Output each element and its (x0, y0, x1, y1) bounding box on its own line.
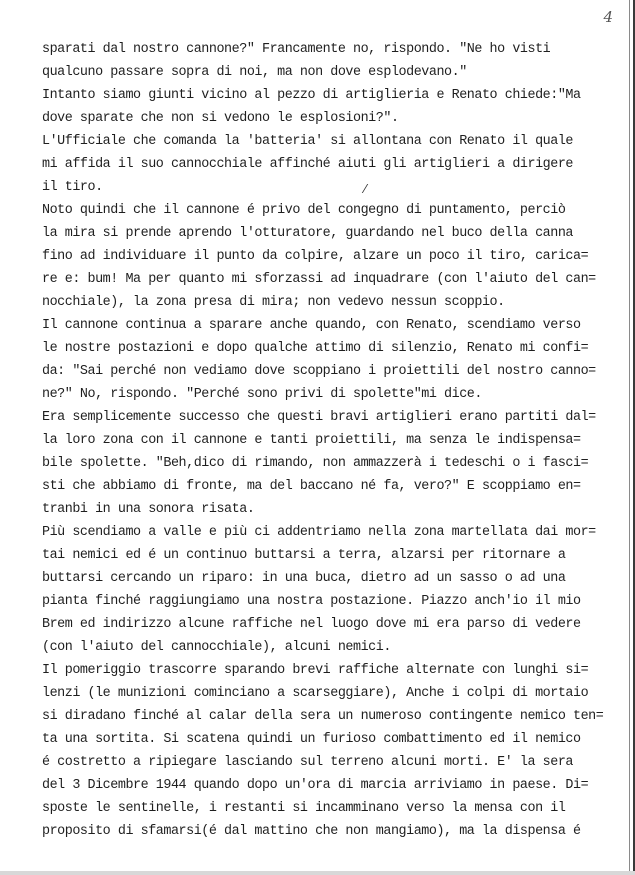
text-line: Noto quindi che il cannone é privo del congegno di puntamento, perciò (42, 203, 566, 218)
text-line: si diradano finché al calar della sera un numeroso contingente nemico ten= (42, 709, 604, 724)
text-line: sparati dal nostro cannone?" Francamente no, rispondo. "Ne ho visti (42, 42, 551, 57)
typewritten-text (42, 38, 602, 843)
text-line: la loro zona con il cannone e tanti proiettili, ma senza le indispensa= (42, 433, 581, 448)
text-line: ta una sortita. Si scatena quindi un furioso combattimento ed il nemico (42, 732, 581, 747)
text-line: Il cannone continua a sparare anche quando, con Renato, scendiamo verso (42, 318, 581, 333)
text-line: da: "Sai perché non vediamo dove scoppiano i proiettili del nostro canno= (42, 364, 596, 379)
text-line: la mira si prende aprendo l'otturatore, guardando nel buco della canna (42, 226, 573, 241)
text-line: tai nemici ed é un continuo buttarsi a terra, alzarsi per ritornare a (42, 548, 566, 563)
text-line: le nostre postazioni e dopo qualche attimo di silenzio, Renato mi confi= (42, 341, 589, 356)
text-line: Intanto siamo giunti vicino al pezzo di artiglieria e Renato chiede:"Ma (42, 88, 581, 103)
text-line: fino ad individuare il punto da colpire, alzare un poco il tiro, carica= (42, 249, 589, 264)
text-line: proposito di sfamarsi(é dal mattino che non mangiamo), ma la dispensa é (42, 824, 581, 839)
text-line: Più scendiamo a valle e più ci addentriamo nella zona martellata dai mor= (42, 525, 596, 540)
text-line: bile spolette. "Beh,dico di rimando, non ammazzerà i tedeschi o i fasci= (42, 456, 589, 471)
text-line: sposte le sentinelle, i restanti si incamminano verso la mensa con il (42, 801, 566, 816)
text-line: il tiro. (42, 180, 103, 195)
text-line: é costretto a ripiegare lasciando sul terreno alcuni morti. E' la sera (42, 755, 573, 770)
text-line: qualcuno passare sopra di noi, ma non dove esplodevano." (42, 65, 467, 80)
text-line: buttarsi cercando un riparo: in una buca, dietro ad un sasso o ad una (42, 571, 566, 586)
text-line: Era semplicemente successo che questi bravi artiglieri erano partiti dal= (42, 410, 596, 425)
text-line: Il pomeriggio trascorre sparando brevi raffiche alternate con lunghi si= (42, 663, 589, 678)
text-line: ne?" No, rispondo. "Perché sono privi di spolette"mi dice. (42, 387, 482, 402)
text-line: L'Ufficiale che comanda la 'batteria' si allontana con Renato il quale (42, 134, 573, 149)
text-line: sti che abbiamo di fronte, ma del baccano né fa, vero?" E scoppiamo en= (42, 479, 581, 494)
text-line: lenzi (le munizioni cominciano a scarseggiare), Anche i colpi di mortaio (42, 686, 589, 701)
text-line: mi affida il suo cannocchiale affinché aiuti gli artiglieri a dirigere (42, 157, 573, 172)
text-line: Brem ed indirizzo alcune raffiche nel luogo dove mi era parso di vedere (42, 617, 581, 632)
text-line: (con l'aiuto del cannocchiale), alcuni nemici. (42, 640, 391, 655)
text-line: pianta finché raggiungiamo una nostra postazione. Piazzo anch'io il mio (42, 594, 581, 609)
page-number: 4 (603, 8, 613, 26)
scan-edge-shadow (629, 0, 630, 875)
scan-bottom-edge (0, 871, 635, 875)
text-line: del 3 Dicembre 1944 quando dopo un'ora di marcia arriviamo in paese. Di= (42, 778, 589, 793)
text-line: re e: bum! Ma per quanto mi sforzassi ad inquadrare (con l'aiuto del can= (42, 272, 596, 287)
text-line: nocchiale), la zona presa di mira; non vedevo nessun scoppio. (42, 295, 505, 310)
text-line: dove sparate che non si vedono le esplosioni?". (42, 111, 399, 126)
pen-tick-mark: ⁄ (364, 182, 367, 196)
text-line: tranbi in una sonora risata. (42, 502, 255, 517)
